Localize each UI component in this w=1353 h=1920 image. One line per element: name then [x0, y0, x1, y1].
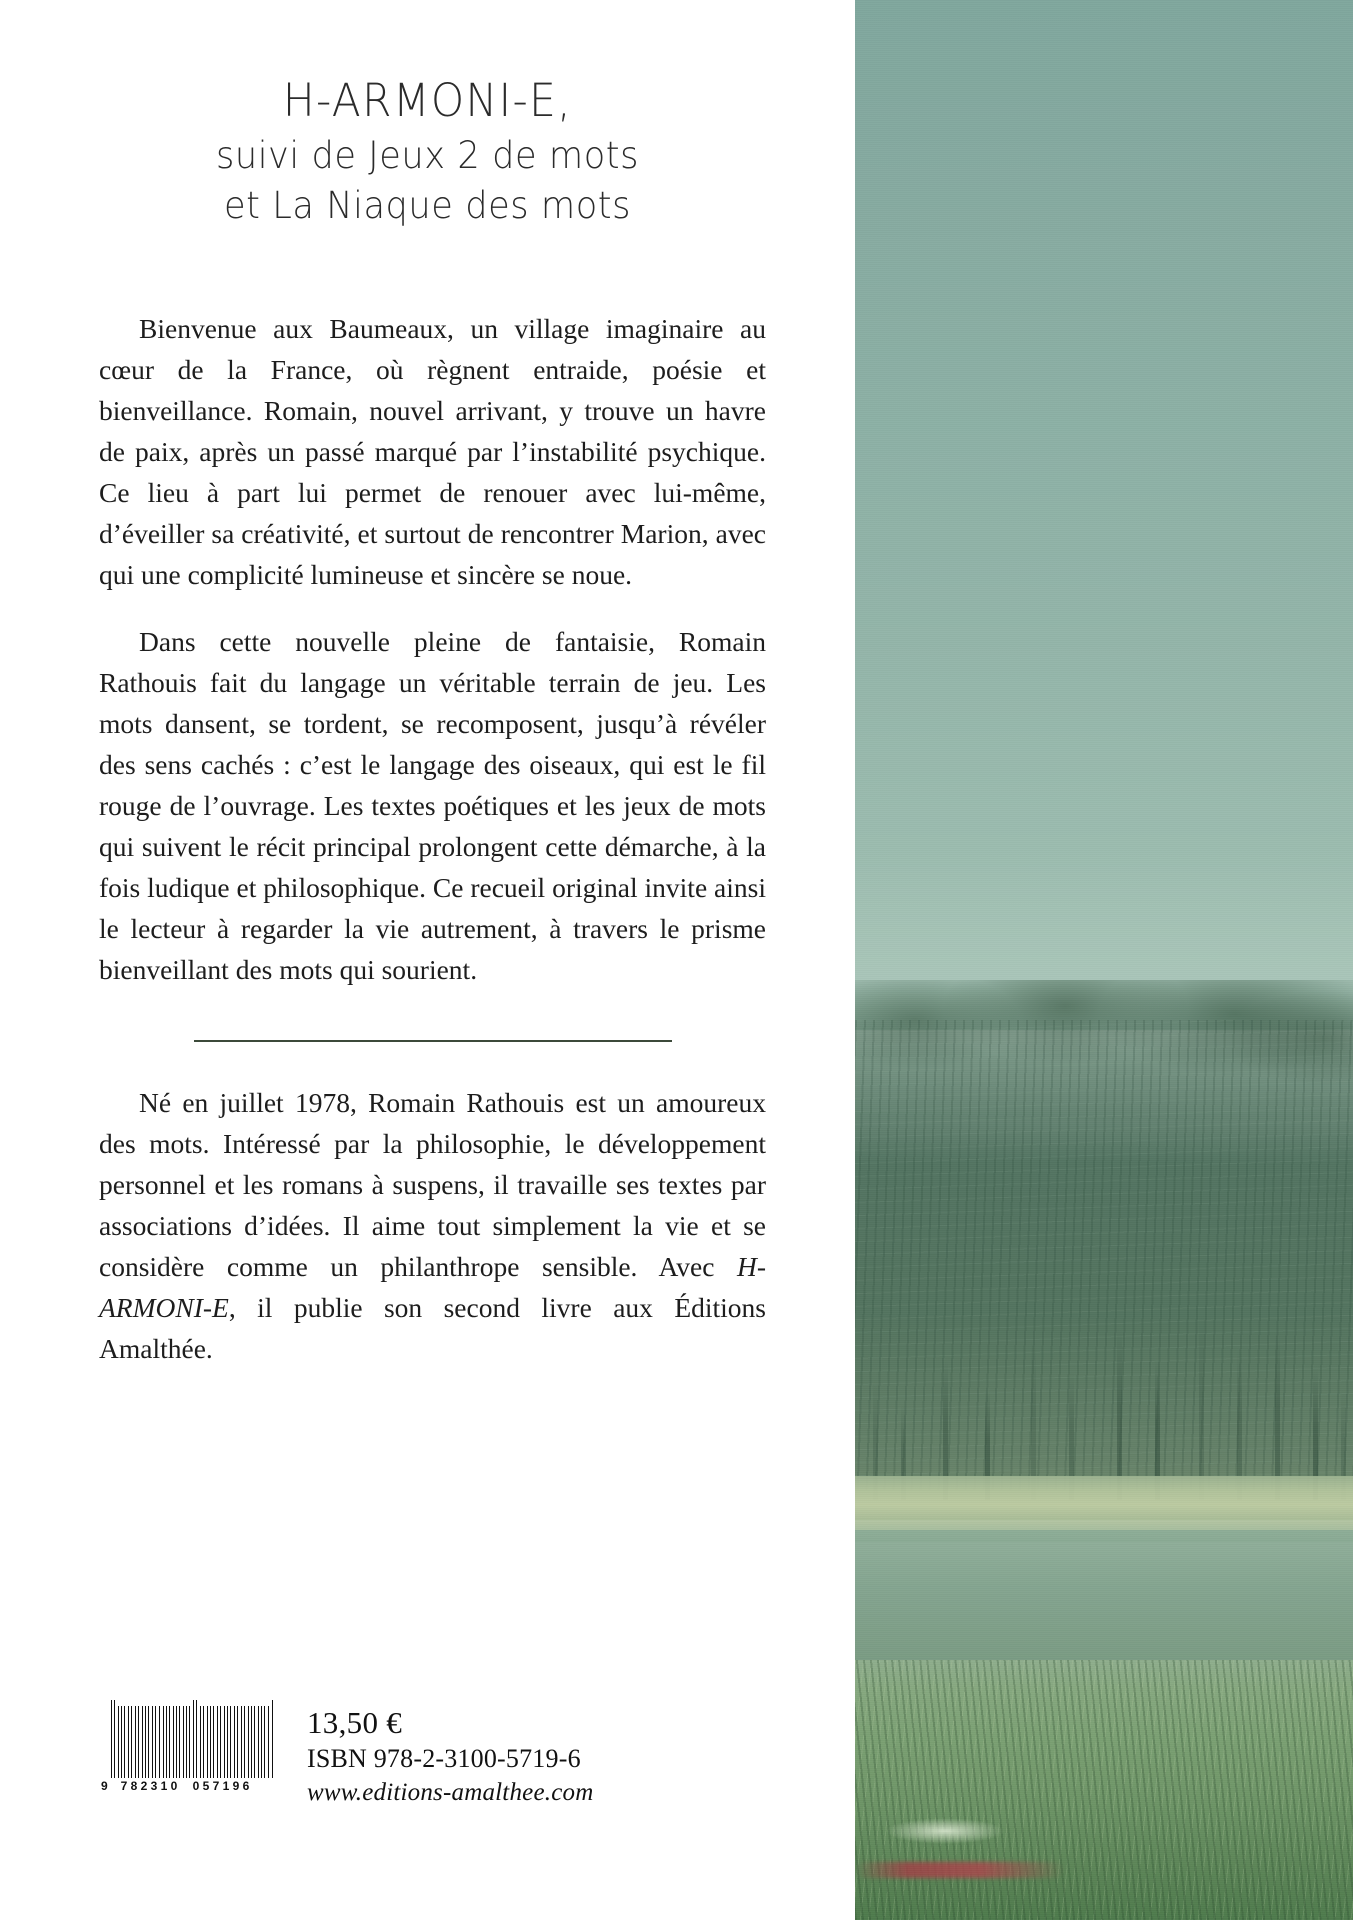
photo-tree-trunks	[855, 1290, 1353, 1500]
barcode-left-group: 7 8 2 3 1 0	[120, 1779, 178, 1793]
isbn: ISBN 978-2-3100-5719-6	[307, 1744, 581, 1773]
book-subtitle-line-1: suivi de Jeux 2 de mots	[215, 134, 640, 178]
book-title: H-ARMONI-E,	[282, 74, 573, 127]
divider-rule	[194, 1040, 672, 1042]
pricing-block	[307, 1700, 593, 1810]
footer-block	[99, 1700, 779, 1810]
publisher-website: www.editions-amalthee.com	[307, 1779, 594, 1806]
section-divider	[99, 1040, 766, 1042]
cover-photo-landscape	[855, 0, 1353, 1920]
blurb-paragraph-1: Bienvenue aux Baumeaux, un village imaginaire au cœur de la France, où règnent entraide, poésie et bienveillance. Romain, nouvel arrivant, y trouve un havre de paix, après un passé marqué par l’instabilité psychique. Ce lieu à part lui permet de renouer avec lui-même, d’éveiller sa créativité, et surtout de rencontrer Marion, avec qui une complicité lumineuse et sincère se noue.	[99, 313, 766, 590]
barcode-digits	[99, 1779, 277, 1793]
blurb-block	[99, 308, 766, 990]
title-block	[0, 74, 855, 230]
bio-text-after: , il publie son second livre aux Éditions Amalthée.	[99, 1292, 766, 1364]
bio-text-before: Né en juillet 1978, Romain Rathouis est un amoureux des mots. Intéressé par la philosophie, le développement personnel et les romans à suspens, il travaille ses textes par associations d’idées. Il aime tout simplement la vie et se considère comme un philanthrope sensible. Avec	[99, 1087, 766, 1282]
blurb-paragraph-2: Dans cette nouvelle pleine de fantaisie, Romain Rathouis fait du langage un véritable terrain de jeu. Les mots dansent, se tordent, se recomposent, jusqu’à révéler des sens cachés : c’est le langage des oiseaux, qui est le fil rouge de l’ouvrage. Les textes poétiques et les jeux de mots qui suivent le récit principal prolongent cette démarche, à la fois ludique et philosophique. Ce recueil original invite ainsi le lecteur à regarder la vie autrement, à travers le prisme bienveillant des mots qui sourient.	[99, 626, 766, 985]
barcode-bars	[111, 1700, 275, 1778]
bio-book-title: H-ARMONI-E	[99, 1251, 766, 1323]
author-bio-block	[99, 1082, 766, 1369]
barcode-right-group: 0 5 7 1 9 6	[192, 1779, 250, 1793]
photo-grass-highlight	[885, 1818, 1005, 1844]
author-bio-paragraph	[99, 1082, 766, 1369]
photo-grass-texture	[855, 1660, 1353, 1920]
barcode	[99, 1700, 277, 1793]
photo-red-accent	[855, 1862, 1065, 1878]
price: 13,50 €	[307, 1705, 403, 1740]
barcode-lead-digit: 9	[101, 1779, 108, 1793]
book-subtitle-line-2: et La Niaque des mots	[223, 183, 632, 227]
